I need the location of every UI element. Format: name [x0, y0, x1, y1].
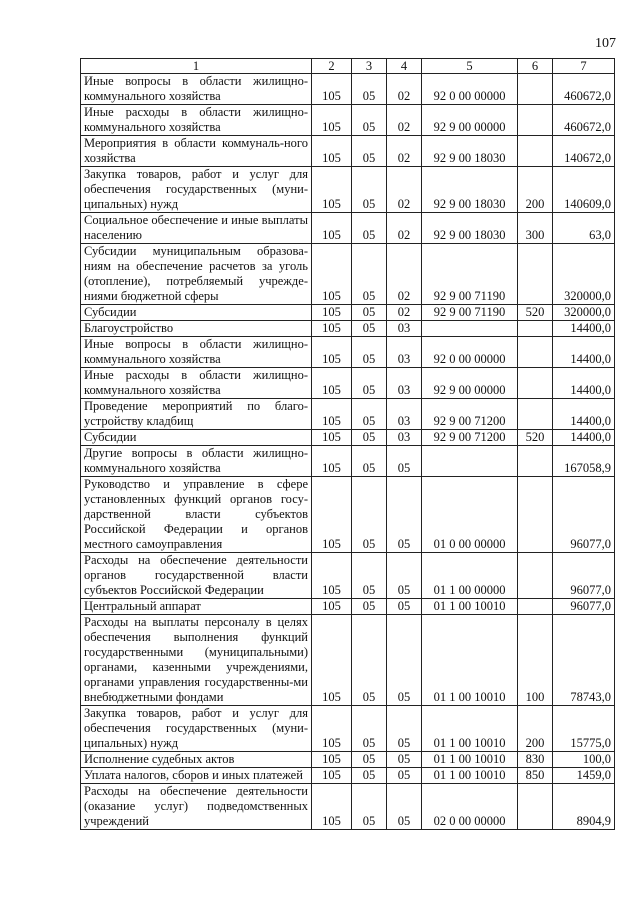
cell-admin-code: 105: [312, 446, 352, 477]
cell-item-name: Субсидии: [81, 430, 312, 446]
cell-item-name: Благоустройство: [81, 321, 312, 337]
cell-admin-code: 105: [312, 752, 352, 768]
cell-expense-type-code: [518, 136, 553, 167]
cell-target-article-code: 92 9 00 71190: [422, 305, 518, 321]
table-row: [81, 167, 615, 213]
cell-section-code: 05: [352, 752, 387, 768]
cell-admin-code: 105: [312, 368, 352, 399]
cell-admin-code: 105: [312, 599, 352, 615]
cell-amount: 1459,0: [553, 768, 615, 784]
cell-amount: 14400,0: [553, 337, 615, 368]
cell-target-article-code: 01 1 00 10010: [422, 768, 518, 784]
cell-subsection-code: 02: [387, 167, 422, 213]
cell-item-name: Исполнение судебных актов: [81, 752, 312, 768]
cell-expense-type-code: 100: [518, 615, 553, 706]
cell-item-name: Другие вопросы в области жилищно-коммунального хозяйства: [81, 446, 312, 477]
cell-item-name: Расходы на обеспечение деятельности органов государственной власти субъектов Российской Федерации: [81, 553, 312, 599]
cell-subsection-code: 02: [387, 244, 422, 305]
cell-target-article-code: 92 9 00 00000: [422, 368, 518, 399]
cell-admin-code: 105: [312, 105, 352, 136]
cell-section-code: 05: [352, 337, 387, 368]
cell-admin-code: 105: [312, 74, 352, 105]
cell-target-article-code: 92 0 00 00000: [422, 337, 518, 368]
cell-section-code: 05: [352, 213, 387, 244]
cell-subsection-code: 05: [387, 752, 422, 768]
cell-expense-type-code: [518, 337, 553, 368]
cell-item-name: Расходы на обеспечение деятельности (оказание услуг) подведомственных учреждений: [81, 784, 312, 830]
cell-amount: 15775,0: [553, 706, 615, 752]
cell-subsection-code: 03: [387, 399, 422, 430]
cell-admin-code: 105: [312, 784, 352, 830]
header-col-5: 5: [422, 59, 518, 74]
cell-item-name: Субсидии: [81, 305, 312, 321]
cell-target-article-code: 92 9 00 71200: [422, 399, 518, 430]
cell-section-code: 05: [352, 321, 387, 337]
cell-subsection-code: 05: [387, 477, 422, 553]
cell-amount: 96077,0: [553, 553, 615, 599]
cell-subsection-code: 03: [387, 430, 422, 446]
cell-admin-code: 105: [312, 244, 352, 305]
cell-subsection-code: 05: [387, 446, 422, 477]
cell-section-code: 05: [352, 74, 387, 105]
cell-admin-code: 105: [312, 615, 352, 706]
cell-target-article-code: 92 9 00 18030: [422, 136, 518, 167]
cell-subsection-code: 02: [387, 305, 422, 321]
cell-amount: 63,0: [553, 213, 615, 244]
cell-expense-type-code: 520: [518, 305, 553, 321]
cell-section-code: 05: [352, 430, 387, 446]
cell-subsection-code: 05: [387, 615, 422, 706]
cell-admin-code: 105: [312, 768, 352, 784]
cell-target-article-code: 92 9 00 18030: [422, 167, 518, 213]
cell-expense-type-code: [518, 477, 553, 553]
cell-target-article-code: 01 1 00 10010: [422, 706, 518, 752]
cell-admin-code: 105: [312, 136, 352, 167]
cell-item-name: Закупка товаров, работ и услуг для обеспечения государственных (муни-ципальных) нужд: [81, 167, 312, 213]
cell-item-name: Иные вопросы в области жилищно-коммунального хозяйства: [81, 337, 312, 368]
cell-amount: 140609,0: [553, 167, 615, 213]
table-row: [81, 337, 615, 368]
cell-subsection-code: 02: [387, 136, 422, 167]
cell-amount: 14400,0: [553, 321, 615, 337]
table-row: [81, 784, 615, 830]
cell-admin-code: 105: [312, 337, 352, 368]
table-row: [81, 477, 615, 553]
cell-item-name: Субсидии муниципальным образова-ниям на обеспечение расчетов за уголь (отопление), потребляемый учрежде-ниями бюджетной сферы: [81, 244, 312, 305]
cell-amount: 460672,0: [553, 74, 615, 105]
cell-amount: 320000,0: [553, 305, 615, 321]
cell-item-name: Центральный аппарат: [81, 599, 312, 615]
cell-item-name: Иные вопросы в области жилищно-коммунального хозяйства: [81, 74, 312, 105]
cell-target-article-code: 01 0 00 00000: [422, 477, 518, 553]
cell-target-article-code: 01 1 00 10010: [422, 752, 518, 768]
cell-section-code: 05: [352, 368, 387, 399]
cell-expense-type-code: [518, 105, 553, 136]
page-number: 107: [595, 36, 616, 51]
cell-section-code: 05: [352, 305, 387, 321]
cell-item-name: Расходы на выплаты персоналу в целях обеспечения выполнения функций государственными (муниципальными) органами, казенными учреждениями, органами управления государственны-ми внебюджетными фондами: [81, 615, 312, 706]
cell-subsection-code: 03: [387, 321, 422, 337]
cell-expense-type-code: [518, 321, 553, 337]
cell-item-name: Уплата налогов, сборов и иных платежей: [81, 768, 312, 784]
cell-expense-type-code: 850: [518, 768, 553, 784]
cell-target-article-code: 01 1 00 10010: [422, 599, 518, 615]
header-col-7: 7: [553, 59, 615, 74]
cell-section-code: 05: [352, 706, 387, 752]
cell-admin-code: 105: [312, 553, 352, 599]
cell-expense-type-code: 200: [518, 167, 553, 213]
cell-expense-type-code: 520: [518, 430, 553, 446]
table-row: [81, 752, 615, 768]
cell-target-article-code: [422, 321, 518, 337]
cell-subsection-code: 05: [387, 553, 422, 599]
header-col-6: 6: [518, 59, 553, 74]
table-row: [81, 706, 615, 752]
table-row: [81, 599, 615, 615]
cell-amount: 100,0: [553, 752, 615, 768]
table-row: [81, 74, 615, 105]
cell-section-code: 05: [352, 136, 387, 167]
cell-expense-type-code: 830: [518, 752, 553, 768]
cell-item-name: Закупка товаров, работ и услуг для обеспечения государственных (муни-ципальных) нужд: [81, 706, 312, 752]
cell-expense-type-code: [518, 399, 553, 430]
cell-target-article-code: [422, 446, 518, 477]
header-col-2: 2: [312, 59, 352, 74]
cell-item-name: Проведение мероприятий по благо-устройству кладбищ: [81, 399, 312, 430]
cell-item-name: Социальное обеспечение и иные выплаты населению: [81, 213, 312, 244]
cell-section-code: 05: [352, 599, 387, 615]
cell-amount: 96077,0: [553, 599, 615, 615]
cell-target-article-code: 92 9 00 18030: [422, 213, 518, 244]
cell-expense-type-code: [518, 368, 553, 399]
cell-expense-type-code: [518, 74, 553, 105]
cell-admin-code: 105: [312, 213, 352, 244]
header-col-3: 3: [352, 59, 387, 74]
cell-target-article-code: 01 1 00 00000: [422, 553, 518, 599]
cell-amount: 8904,9: [553, 784, 615, 830]
cell-amount: 78743,0: [553, 615, 615, 706]
cell-admin-code: 105: [312, 167, 352, 213]
header-col-4: 4: [387, 59, 422, 74]
table-row: [81, 105, 615, 136]
cell-subsection-code: 05: [387, 784, 422, 830]
cell-expense-type-code: [518, 599, 553, 615]
cell-target-article-code: 92 0 00 00000: [422, 74, 518, 105]
cell-subsection-code: 03: [387, 337, 422, 368]
table-row: [81, 615, 615, 706]
cell-target-article-code: 92 9 00 71200: [422, 430, 518, 446]
table-row: [81, 136, 615, 167]
table-row: [81, 399, 615, 430]
header-row: [81, 59, 615, 74]
cell-subsection-code: 05: [387, 706, 422, 752]
table-row: [81, 768, 615, 784]
table-row: [81, 430, 615, 446]
cell-amount: 14400,0: [553, 399, 615, 430]
cell-amount: 14400,0: [553, 430, 615, 446]
cell-section-code: 05: [352, 167, 387, 213]
cell-amount: 96077,0: [553, 477, 615, 553]
cell-subsection-code: 03: [387, 368, 422, 399]
cell-admin-code: 105: [312, 399, 352, 430]
cell-subsection-code: 02: [387, 105, 422, 136]
table-row: [81, 368, 615, 399]
cell-item-name: Руководство и управление в сфере установленных функций органов госу-дарственной власти субъектов Российской Федерации и органов местного самоуправления: [81, 477, 312, 553]
cell-amount: 140672,0: [553, 136, 615, 167]
cell-section-code: 05: [352, 399, 387, 430]
cell-admin-code: 105: [312, 305, 352, 321]
cell-section-code: 05: [352, 446, 387, 477]
cell-subsection-code: 05: [387, 599, 422, 615]
cell-section-code: 05: [352, 477, 387, 553]
cell-subsection-code: 05: [387, 768, 422, 784]
cell-amount: 14400,0: [553, 368, 615, 399]
cell-admin-code: 105: [312, 477, 352, 553]
cell-amount: 167058,9: [553, 446, 615, 477]
cell-section-code: 05: [352, 553, 387, 599]
cell-target-article-code: 92 9 00 00000: [422, 105, 518, 136]
table-row: [81, 213, 615, 244]
cell-section-code: 05: [352, 244, 387, 305]
cell-subsection-code: 02: [387, 213, 422, 244]
table-row: [81, 305, 615, 321]
cell-expense-type-code: [518, 553, 553, 599]
cell-item-name: Мероприятия в области коммуналь-ного хозяйства: [81, 136, 312, 167]
cell-expense-type-code: 200: [518, 706, 553, 752]
cell-section-code: 05: [352, 615, 387, 706]
table-row: [81, 244, 615, 305]
cell-admin-code: 105: [312, 430, 352, 446]
cell-expense-type-code: 300: [518, 213, 553, 244]
cell-expense-type-code: [518, 446, 553, 477]
cell-section-code: 05: [352, 105, 387, 136]
cell-item-name: Иные расходы в области жилищно-коммунального хозяйства: [81, 368, 312, 399]
cell-amount: 320000,0: [553, 244, 615, 305]
cell-target-article-code: 92 9 00 71190: [422, 244, 518, 305]
cell-amount: 460672,0: [553, 105, 615, 136]
table-row: [81, 553, 615, 599]
budget-table: [80, 58, 615, 830]
cell-target-article-code: 01 1 00 10010: [422, 615, 518, 706]
header-col-1: 1: [81, 59, 312, 74]
cell-admin-code: 105: [312, 706, 352, 752]
cell-section-code: 05: [352, 768, 387, 784]
table-row: [81, 321, 615, 337]
cell-target-article-code: 02 0 00 00000: [422, 784, 518, 830]
cell-section-code: 05: [352, 784, 387, 830]
cell-admin-code: 105: [312, 321, 352, 337]
cell-subsection-code: 02: [387, 74, 422, 105]
cell-item-name: Иные расходы в области жилищно-коммунального хозяйства: [81, 105, 312, 136]
cell-expense-type-code: [518, 244, 553, 305]
cell-expense-type-code: [518, 784, 553, 830]
table-row: [81, 446, 615, 477]
